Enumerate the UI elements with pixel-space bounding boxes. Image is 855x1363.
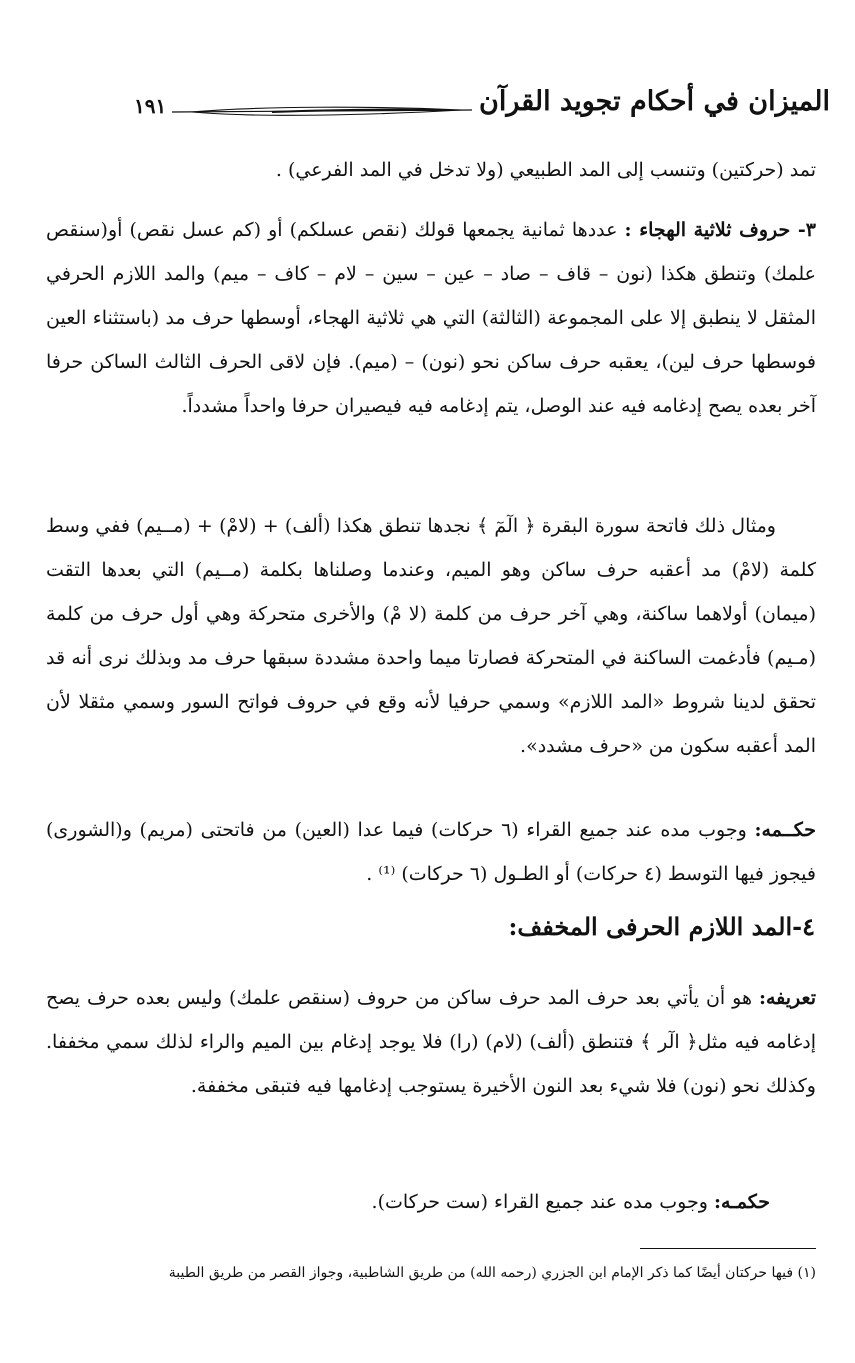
section-4-heading: ٤-المد اللازم الحرفى المخفف:: [508, 912, 815, 941]
footnote: (١) فيها حركتان أيضًا كما ذكر الإمام ابن الجزري (رحمه الله) من طريق الشاطبية، وجواز القصر من طريق الطيبة: [168, 1265, 816, 1281]
page-number: ١٩١: [134, 94, 167, 118]
section-3-title: ٣- حروف ثلاثية الهجاء :: [624, 219, 816, 241]
paragraph-2: [46, 208, 816, 428]
header-ornament: [172, 104, 472, 120]
footnote-divider: [640, 1248, 816, 1249]
ruling-label: حكــمه:: [754, 819, 816, 841]
paragraph-1: [46, 148, 816, 192]
paragraph-3: [46, 504, 816, 768]
definition-label: تعريفه:: [758, 987, 816, 1009]
definition-text: هو أن يأتي بعد حرف المد حرف ساكن من حروف (سنقص علمك) وليس بعده حرف يصح إدغامه فيه مثل﴿ الٓر ﴾ فتنطق (ألف) (لام) (را) فلا يوجد إدغام بين الميم والراء لذلك سمي مخففا. وكذلك نحو (نون) فلا شيء بعد النون الأخيرة يستوجب إدغامها فيه فتبقى مخففة.: [46, 987, 816, 1097]
ruling-label-2: حكمـه:: [713, 1191, 770, 1213]
paragraph-1-text: تمد (حركتين) وتنسب إلى المد الطبيعي (ولا تدخل في المد الفرعي) .: [275, 159, 816, 181]
ruling-text: وجوب مده عند جميع القراء (٦ حركات) فيما عدا (العين) من فاتحتى (مريم) و(الشورى) فيجوز فيها التوسط (٤ حركات) أو الطـول (٦ حركات) ⁽¹⁾ .: [46, 819, 816, 885]
paragraph-5: [46, 976, 816, 1108]
paragraph-6: [46, 1180, 816, 1224]
paragraph-4: [46, 808, 816, 896]
section-3-text: عددها ثمانية يجمعها قولك (نقص عسلكم) أو (كم عسل نقص) أو(سنقص علمك) وتنطق هكذا (نون – قاف – صاد – عين – سين – لام – كاف – ميم) والمد اللازم الحرفي المثقل لا ينطبق إلا على المجموعة (الثالثة) التي هي ثلاثية الهجاء، أوسطها حرف مد (باستثناء العين فوسطها حرف لين)، يعقبه حرف ساكن نحو (نون) – (ميم). فإن لاقى الحرف الثالث الساكن حرفا آخر بعده يصح إدغامه فيه عند الوصل، يتم إدغامه فيه فيصيران حرفا واحداً مشدداً.: [46, 219, 816, 417]
running-header: [110, 78, 830, 134]
book-title: الميزان في أحكام تجويد القرآن: [479, 86, 830, 117]
ruling-text-2: وجوب مده عند جميع القراء (ست حركات).: [371, 1191, 708, 1213]
example-text: ومثال ذلك فاتحة سورة البقرة ﴿ الٓمٓ ﴾ نجدها تنطق هكذا (ألف) + (لامْ) + (مــيم) ففي وسط كلمة (لامْ) مد أعقبه حرف ساكن وهو الميم، وعندما وصلناها بكلمة (مــيم) التي بعدها التقت (ميمان) أولاهما ساكنة، وهي آخر حرف من كلمة (لا مْ) والأخرى متحركة وهي أول حرف من كلمة (مـيم) فأدغمت الساكنة في المتحركة فصارتا ميما واحدة مشددة سبقها حرف مد وبذلك نرى أنه قد تحقق لدينا شروط «المد اللازم» وسمي حرفيا لأنه وقع في حروف فواتح السور وسمي مثقلا لأن المد أعقبه سكون من «حرف مشدد».: [46, 515, 816, 757]
